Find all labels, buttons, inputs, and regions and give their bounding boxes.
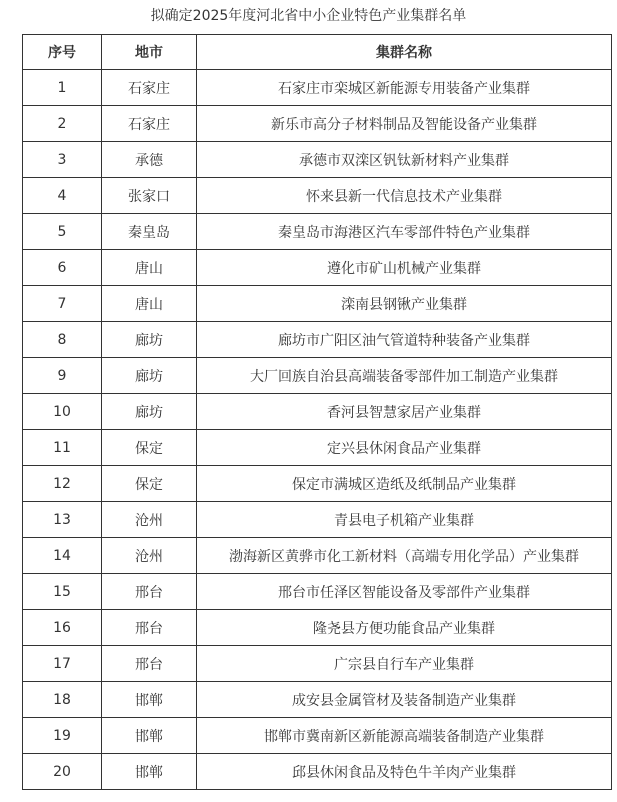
- cell-cluster-name: 定兴县休闲食品产业集群: [197, 430, 612, 466]
- header-cluster-name: 集群名称: [197, 35, 612, 70]
- table-row: [23, 754, 612, 790]
- cell-cluster-name: 遵化市矿山机械产业集群: [197, 250, 612, 286]
- cell-serial-number: 5: [23, 214, 102, 250]
- cell-city: 邢台: [102, 610, 197, 646]
- cell-serial-number: 3: [23, 142, 102, 178]
- cell-cluster-name: 成安县金属管材及装备制造产业集群: [197, 682, 612, 718]
- cell-cluster-name: 邯郸市冀南新区新能源高端装备制造产业集群: [197, 718, 612, 754]
- cell-city: 邢台: [102, 574, 197, 610]
- cell-city: 廊坊: [102, 358, 197, 394]
- cell-serial-number: 19: [23, 718, 102, 754]
- cell-city: 邯郸: [102, 754, 197, 790]
- cell-serial-number: 16: [23, 610, 102, 646]
- cell-serial-number: 4: [23, 178, 102, 214]
- cell-city: 保定: [102, 466, 197, 502]
- cell-cluster-name: 秦皇岛市海港区汽车零部件特色产业集群: [197, 214, 612, 250]
- cell-serial-number: 12: [23, 466, 102, 502]
- cell-city: 沧州: [102, 538, 197, 574]
- cell-serial-number: 9: [23, 358, 102, 394]
- cell-city: 秦皇岛: [102, 214, 197, 250]
- cell-serial-number: 1: [23, 70, 102, 106]
- cell-city: 邯郸: [102, 682, 197, 718]
- table-row: [23, 610, 612, 646]
- table-row: [23, 574, 612, 610]
- cell-city: 张家口: [102, 178, 197, 214]
- cell-cluster-name: 保定市满城区造纸及纸制品产业集群: [197, 466, 612, 502]
- cell-serial-number: 15: [23, 574, 102, 610]
- table-row: [23, 214, 612, 250]
- table-row: [23, 358, 612, 394]
- cell-serial-number: 17: [23, 646, 102, 682]
- cell-serial-number: 10: [23, 394, 102, 430]
- cluster-table: [22, 34, 612, 790]
- table-row: [23, 682, 612, 718]
- cell-cluster-name: 怀来县新一代信息技术产业集群: [197, 178, 612, 214]
- cell-cluster-name: 广宗县自行车产业集群: [197, 646, 612, 682]
- table-header-row: [23, 35, 612, 70]
- table-row: [23, 394, 612, 430]
- cell-cluster-name: 廊坊市广阳区油气管道特种装备产业集群: [197, 322, 612, 358]
- cell-cluster-name: 邢台市任泽区智能设备及零部件产业集群: [197, 574, 612, 610]
- cell-serial-number: 13: [23, 502, 102, 538]
- cell-cluster-name: 青县电子机箱产业集群: [197, 502, 612, 538]
- cell-serial-number: 6: [23, 250, 102, 286]
- header-serial-number: 序号: [23, 35, 102, 70]
- cell-cluster-name: 承德市双滦区钒钛新材料产业集群: [197, 142, 612, 178]
- cell-city: 唐山: [102, 250, 197, 286]
- cell-serial-number: 7: [23, 286, 102, 322]
- table-row: [23, 70, 612, 106]
- cell-city: 石家庄: [102, 70, 197, 106]
- table-row: [23, 322, 612, 358]
- cell-cluster-name: 渤海新区黄骅市化工新材料（高端专用化学品）产业集群: [197, 538, 612, 574]
- cell-serial-number: 11: [23, 430, 102, 466]
- cell-city: 唐山: [102, 286, 197, 322]
- cell-city: 邯郸: [102, 718, 197, 754]
- cell-cluster-name: 隆尧县方便功能食品产业集群: [197, 610, 612, 646]
- cell-cluster-name: 香河县智慧家居产业集群: [197, 394, 612, 430]
- table-row: [23, 178, 612, 214]
- cell-serial-number: 18: [23, 682, 102, 718]
- page-title: 拟确定2025年度河北省中小企业特色产业集群名单: [150, 8, 467, 24]
- table-row: [23, 718, 612, 754]
- cell-city: 沧州: [102, 502, 197, 538]
- table-row: [23, 106, 612, 142]
- cell-cluster-name: 邱县休闲食品及特色牛羊肉产业集群: [197, 754, 612, 790]
- cell-city: 廊坊: [102, 394, 197, 430]
- table-row: [23, 430, 612, 466]
- cell-serial-number: 14: [23, 538, 102, 574]
- cell-cluster-name: 石家庄市栾城区新能源专用装备产业集群: [197, 70, 612, 106]
- cell-serial-number: 2: [23, 106, 102, 142]
- cell-city: 承德: [102, 142, 197, 178]
- cell-city: 邢台: [102, 646, 197, 682]
- table-row: [23, 286, 612, 322]
- table-row: [23, 646, 612, 682]
- cell-serial-number: 8: [23, 322, 102, 358]
- cell-cluster-name: 大厂回族自治县高端装备零部件加工制造产业集群: [197, 358, 612, 394]
- cell-cluster-name: 新乐市高分子材料制品及智能设备产业集群: [197, 106, 612, 142]
- table-row: [23, 250, 612, 286]
- table-row: [23, 502, 612, 538]
- cell-cluster-name: 滦南县钢锹产业集群: [197, 286, 612, 322]
- header-city: 地市: [102, 35, 197, 70]
- table-row: [23, 466, 612, 502]
- cell-city: 石家庄: [102, 106, 197, 142]
- cell-serial-number: 20: [23, 754, 102, 790]
- table-body: [23, 70, 612, 790]
- cell-city: 保定: [102, 430, 197, 466]
- cell-city: 廊坊: [102, 322, 197, 358]
- table-row: [23, 142, 612, 178]
- table-row: [23, 538, 612, 574]
